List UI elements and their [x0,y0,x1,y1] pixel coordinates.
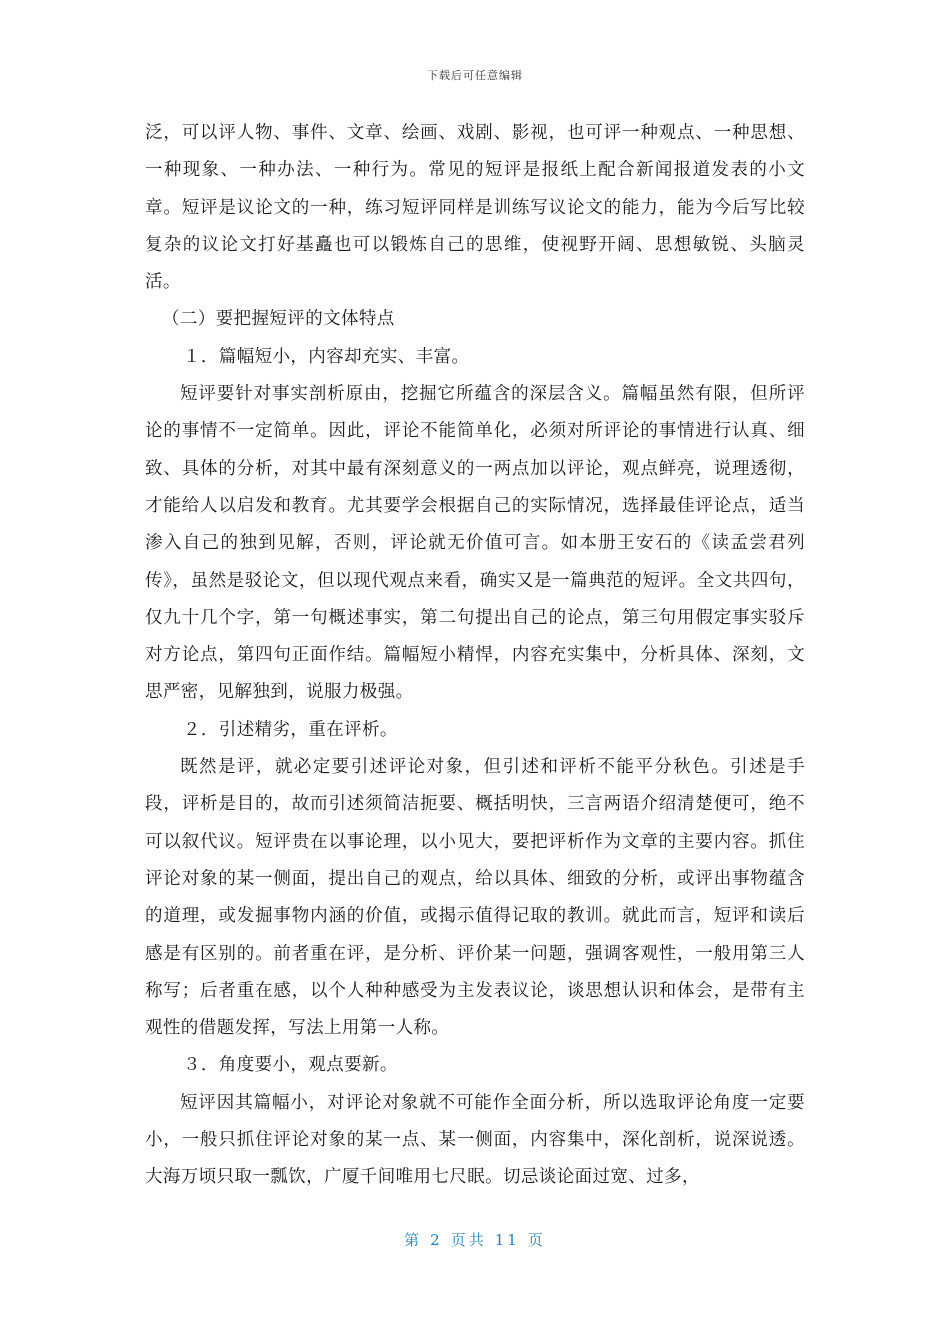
item-2-title: ２．引述精劣，重在评析。 [183,719,398,740]
footer-ye: 页 [527,1231,546,1249]
item-2-body: 既然是评，就必定要引述评论对象，但引述和评析不能平分秋色。引述是手段，评析是目的，故而引述须简洁扼要、概括明快，三言两语介绍清楚便可，绝不可以叙代议。短评贵在以事论理，以小见大，要把评析作为文章的主要内容。抓住评论对象的某一侧面，提出自己的观点，给以具体、细致的分析，或评出事物蕴含的道理，或发掘事物内涵的价值，或揭示值得记取的教训。就此而言，短评和读后感是有区别的。前者重在评，是分析、评价某一问题，强调客观性，一般用第三人称写；后者重在感，以个人种种感受为主发表议论，谈思想认识和体会，是带有主观性的借题发挥，写法上用第一人称。 [145,757,805,1039]
paragraph-continued: 泛，可以评人物、事件、文章、绘画、戏剧、影视，也可评一种观点、一种思想、一种现象、一种办法、一种行为。常见的短评是报纸上配合新闻报道发表的小文章。短评是议论文的一种，练习短评同样是训练写议论文的能力，能为今后写比较复杂的议论文打好基矗也可以锻炼自己的思维，使视野开阔、思想敏锐、头脑灵活。 [145,123,805,293]
footer-ye-gong: 页共 [450,1231,487,1249]
footer-di: 第 [404,1231,423,1249]
page-footer [0,1229,950,1250]
item-3-title: ３．角度要小，观点要新。 [183,1055,398,1076]
page-header: 下载后可任意编辑 [427,69,523,82]
footer-current-page: 2 [430,1231,443,1249]
footer-total-pages: 11 [494,1231,520,1249]
item-1-title: １．篇幅短小，内容却充实、丰富。 [183,346,470,367]
document-body [145,115,805,1197]
section-heading: （二）要把握短评的文体特点 [162,309,395,330]
item-3-body: 短评因其篇幅小，对评论对象就不可能作全面分析，所以选取评论角度一定要小，一般只抓住评论对象的某一点、某一侧面，内容集中，深化剖析，说深说透。大海万顷只取一瓢饮，广厦千间唯用七尺眠。切忌谈论面过宽、过多， [145,1092,805,1188]
item-1-body: 短评要针对事实剖析原由，挖掘它所蕴含的深层含义。篇幅虽然有限，但所评论的事情不一定简单。因此，评论不能简单化，必须对所评论的事情进行认真、细致、具体的分析，对其中最有深刻意义的一两点加以评论，观点鲜亮，说理透彻，才能给人以启发和教育。尤其要学会根据自己的实际情况，选择最佳评论点，适当渗入自己的独到见解，否则，评论就无价值可言。如本册王安石的《读孟尝君列传》，虽然是驳论文，但以现代观点来看，确实又是一篇典范的短评。全文共四句，仅九十几个字，第一句概述事实，第二句提出自己的论点，第三句用假定事实驳斥对方论点，第四句正面作结。篇幅短小精悍，内容充实集中，分析具体、深刻，文思严密，见解独到，说服力极强。 [145,384,805,703]
